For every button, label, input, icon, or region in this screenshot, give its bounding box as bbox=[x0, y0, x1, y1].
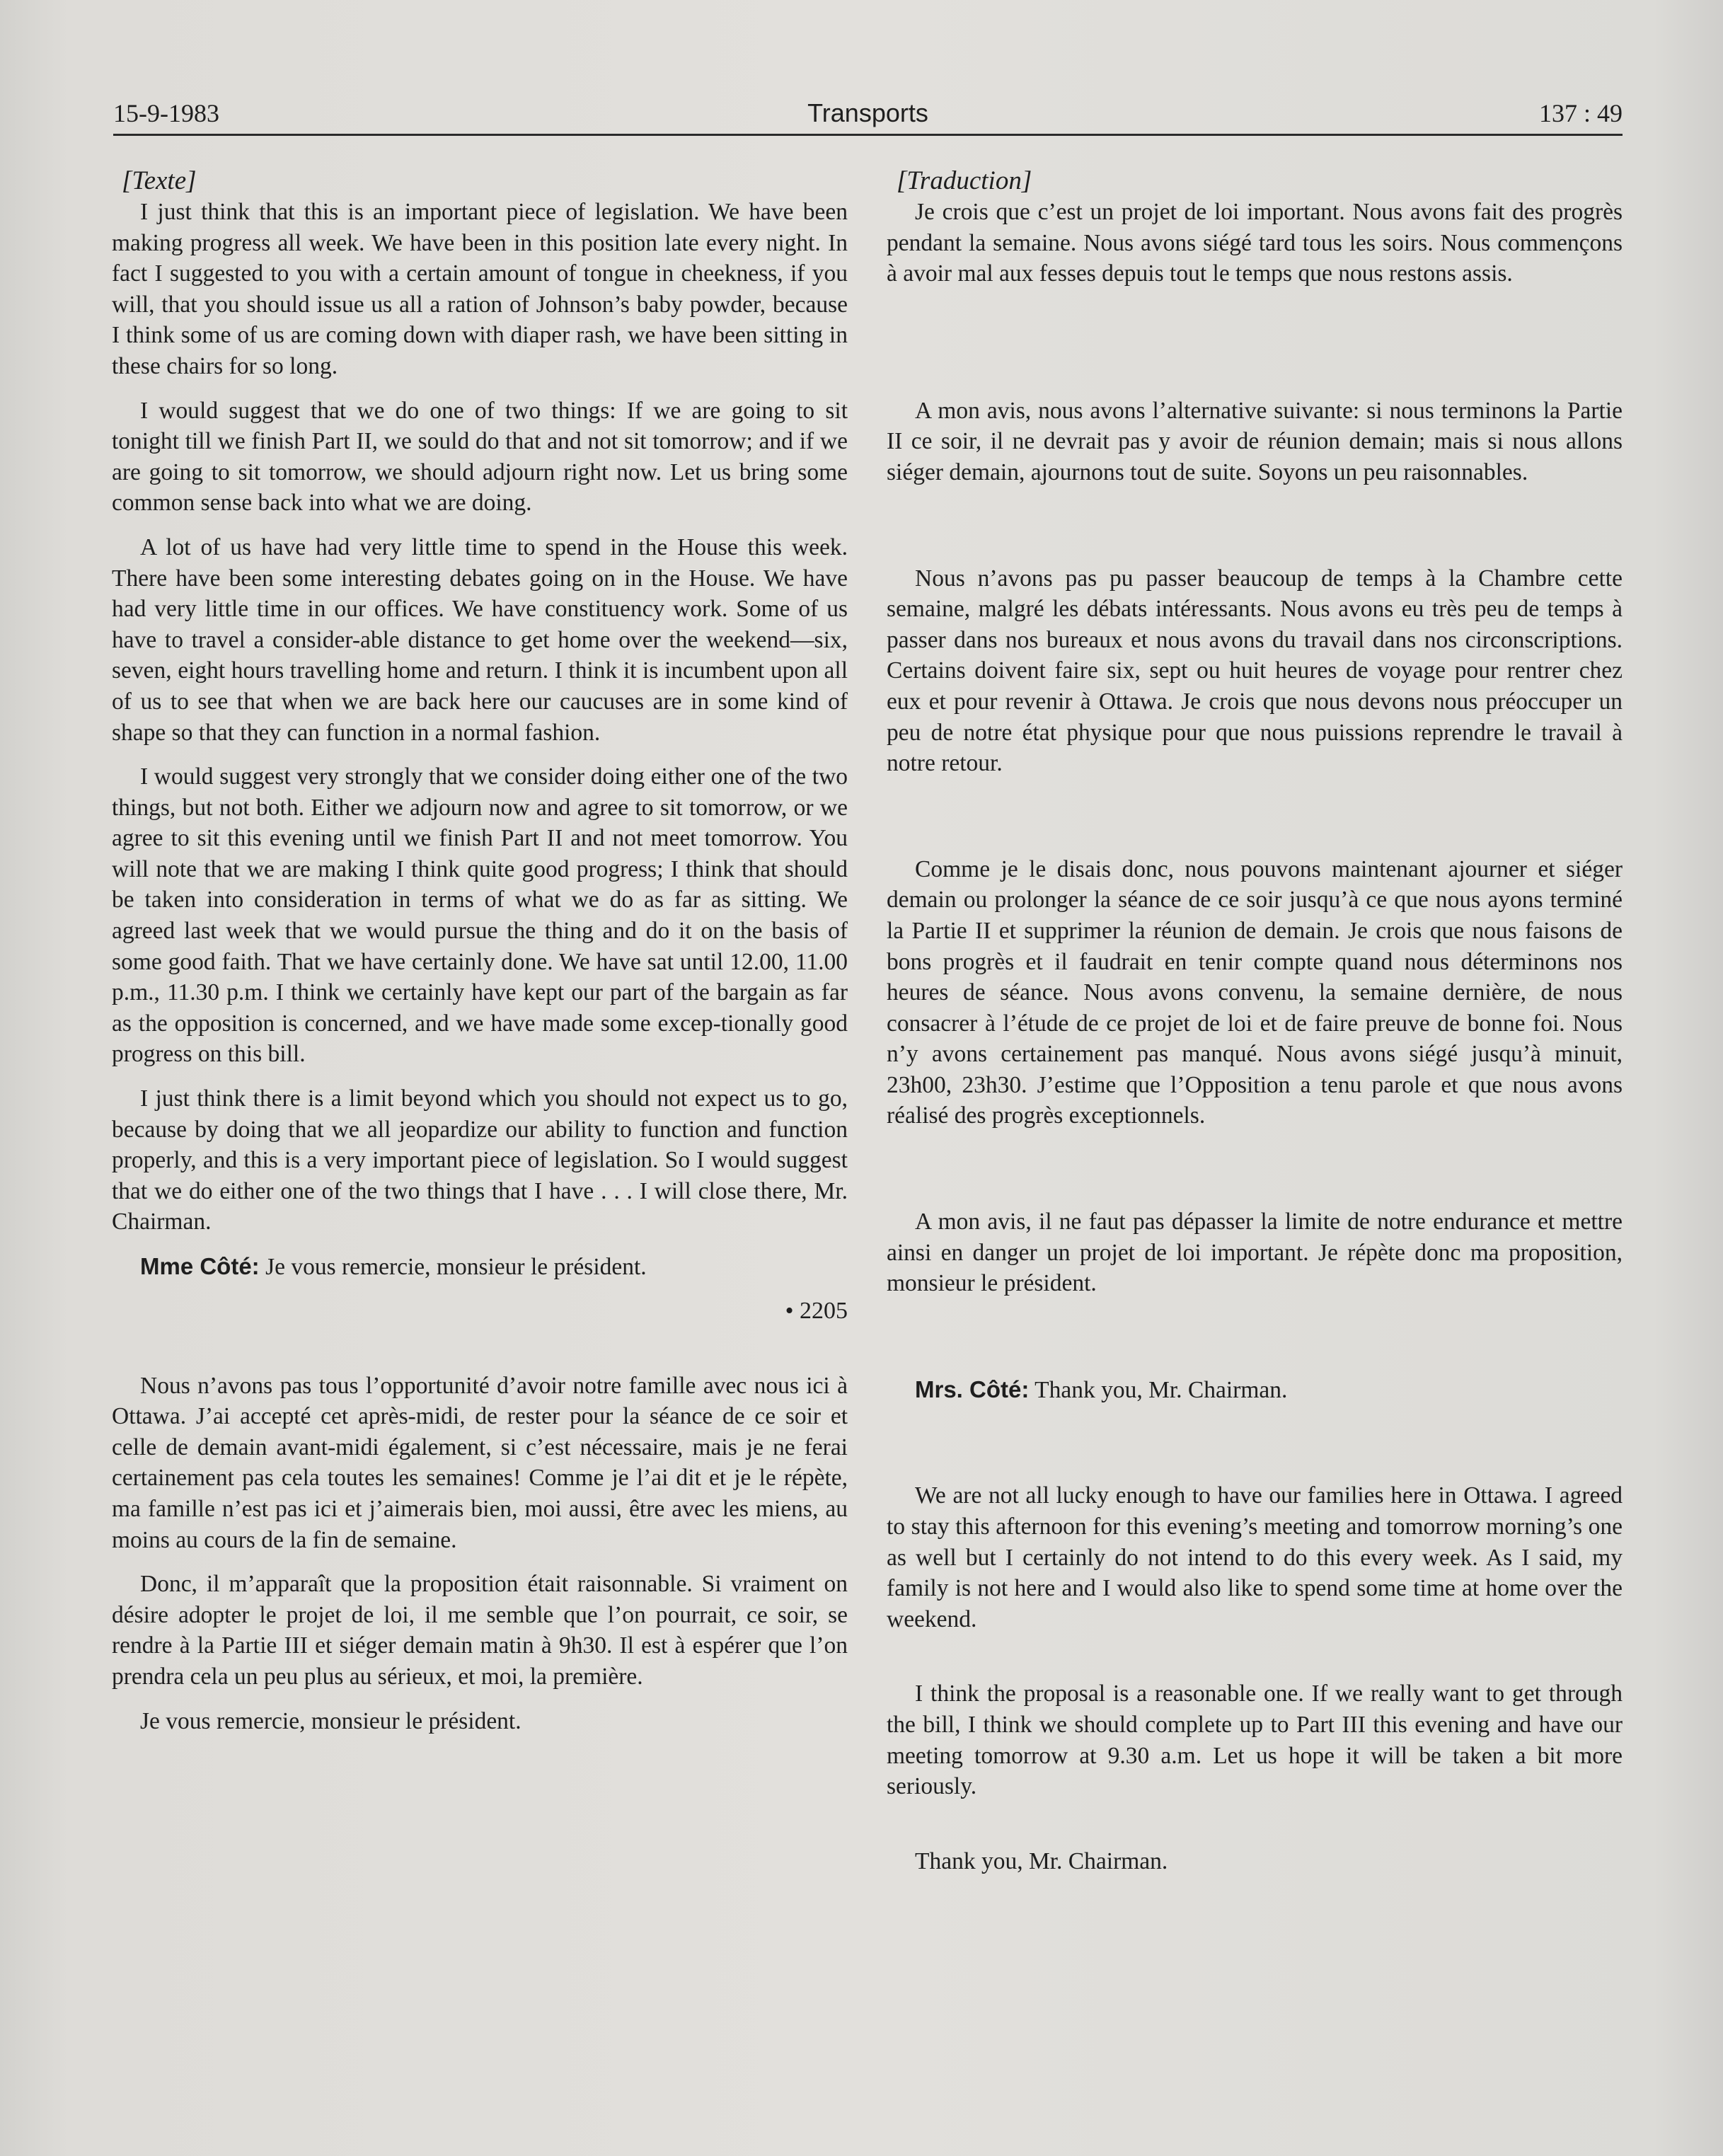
left-paragraph-7: Donc, il m’apparaît que la proposition était raisonnable. Si vraiment on désire adopter le projet de loi, il me semble que l’on pourrait, ce soir, se rendre à la Partie III et siéger demain matin à 9h30. Il est à espérer que l’on prendra cela un peu plus au sérieux, et moi, la première. bbox=[112, 1571, 848, 1690]
left-paragraph-2: I would suggest that we do one of two things: If we are going to sit tonight till we finish Part II, we sould do that and not sit tomorrow; and if we are going to sit tomorrow, we should adjourn right now. Let us bring some common sense back into what we are doing. bbox=[112, 397, 848, 517]
left-column-original-text bbox=[112, 166, 848, 1736]
right-column-translation bbox=[887, 166, 1623, 1877]
time-marker: • 2205 bbox=[785, 1297, 848, 1324]
right-paragraph-4: Comme je le disais donc, nous pouvons maintenant ajourner et siéger demain ou prolonger la séance de ce soir jusqu’à ce que nous ayons terminé la Partie II et supprimer la réunion de demain. Je crois que nous faisons de bons progrès et il faudrait en tenir compte quand nous déterminons nos heures de séance. Nous avons convenu, la semaine dernière, de nous consacrer à l’étude de ce projet de loi et de faire preuve de bonne foi. Nous n’y avons certainement pas manqué. Nous avons siégé jusqu’à minuit, 23h00, 23h30. J’estime que l’Opposition a tenu parole et que nous avons réalisé des progrès exceptionnels. bbox=[887, 855, 1623, 1129]
left-paragraph-1: I just think that this is an important piece of legislation. We have been making progress all week. We have been in this position late every night. In fact I suggested to you with a certain amount of tongue in cheekness, if you will, that you should issue us all a ration of Johnson’s baby powder, because I think some of us are coming down with diaper rash, we have been sitting in these chairs for so long. bbox=[112, 199, 848, 379]
right-paragraph-6: We are not all lucky enough to have our families here in Ottawa. I agreed to stay this afternoon for this evening’s meeting and tomorrow morning’s one as well but I certainly do not intend to do this every week. As I said, my family is not here and I would also like to spend some time at home over the weekend. bbox=[887, 1482, 1623, 1632]
header-date: 15-9-1983 bbox=[113, 99, 219, 127]
right-paragraph-3: Nous n’avons pas pu passer beaucoup de temps à la Chambre cette semaine, malgré les débats intéressants. Nous avons eu très peu de temps à passer dans nos bureaux et nous avons du travail dans nos circonscriptions. Certains doivent faire six, sept ou huit heures de voyage pour rentrer chez eux et pour revenir à Ottawa. Je crois que nous devons nous préoccuper un peu de notre état physique pour que nous puissions reprendre le travail à notre retour. bbox=[887, 565, 1623, 777]
left-language-tag: [Texte] bbox=[122, 166, 197, 195]
right-paragraph-5: A mon avis, il ne faut pas dépasser la limite de notre endurance et mettre ainsi en danger un projet de loi important. Je répète donc ma proposition, monsieur le président. bbox=[887, 1209, 1623, 1297]
left-paragraph-4: I would suggest very strongly that we consider doing either one of the two things, but not both. Either we adjourn now and agree to sit tomorrow, or we agree to sit this evening until we finish Part II and not meet tomorrow. You will note that we are making I think quite good progress; I think that should be taken into consideration in terms of what we do as far as sitting. We agreed last week that we would pursue the thing and do it on the basis of some good faith. That we have certainly done. We have sat until 12.00, 11.00 p.m., 11.30 p.m. I think we certainly have kept our part of the bargain as far as the opposition is concerned, and we have made some excep-tionally good progress on this bill. bbox=[112, 763, 848, 1068]
left-paragraph-5: I just think there is a limit beyond which you should not expect us to go, because by doing that we all jeopardize our ability to function and function properly, and this is a very important piece of legislation. So I would suggest that we do either one of the two things that I have . . . I will close there, Mr. Chairman. bbox=[112, 1085, 848, 1235]
left-paragraph-8: Je vous remercie, monsieur le président. bbox=[140, 1707, 521, 1734]
left-paragraph-6: Nous n’avons pas tous l’opportunité d’avoir notre famille avec nous ici à Ottawa. J’ai accepté cet après-midi, de rester pour la séance de ce soir et celle de demain avant-midi également, si c’est nécessaire, mais je ne ferai certainement pas cela toutes les semaines! Comme je l’ai dit et je le répète, ma famille n’est pas ici et j’aimerais bien, moi aussi, être avec les miens, au moins au cours de la fin de semaine. bbox=[112, 1372, 848, 1553]
page-header bbox=[113, 96, 1623, 136]
left-speaker-line bbox=[112, 1251, 848, 1283]
left-speaker-text: Je vous remercie, monsieur le président. bbox=[265, 1254, 647, 1280]
right-paragraph-2: A mon avis, nous avons l’alternative suivante: si nous terminons la Partie II ce soir, il ne devrait pas y avoir de réunion demain; mais si nous allons siéger demain, ajournons tout de suite. Soyons un peu raisonnables. bbox=[887, 397, 1623, 485]
header-title: Transports bbox=[807, 98, 928, 127]
right-speaker-text: Thank you, Mr. Chairman. bbox=[1035, 1376, 1288, 1403]
right-speaker-name: Mrs. Côté: bbox=[915, 1376, 1030, 1402]
right-paragraph-1: Je crois que c’est un projet de loi important. Nous avons fait des progrès pendant la semaine. Nous avons siégé tard tous les soirs. Nous commençons à avoir mal aux fesses depuis tout le temps que nous restons assis. bbox=[887, 199, 1623, 287]
right-language-tag: [Traduction] bbox=[897, 166, 1032, 195]
right-speaker-line bbox=[887, 1374, 1623, 1406]
left-speaker-name: Mme Côté: bbox=[140, 1253, 260, 1279]
header-page-number: 137 : 49 bbox=[1538, 99, 1623, 127]
left-paragraph-3: A lot of us have had very little time to spend in the House this week. There have been some interesting debates going on in the House. We have had very little time in our offices. We have constituency work. Some of us have to travel a consider-able distance to get home over the weekend—six, seven, eight hours travelling home and return. I think it is incumbent upon all of us to see that when we are back here our caucuses are in some kind of shape so that they can function in a normal fashion. bbox=[112, 534, 848, 746]
right-paragraph-7: I think the proposal is a reasonable one. If we really want to get through the bill, I think we should complete up to Part III this evening and have our meeting tomorrow at 9.30 a.m. Let us hope it will be taken a bit more seriously. bbox=[887, 1681, 1623, 1800]
right-paragraph-8: Thank you, Mr. Chairman. bbox=[915, 1847, 1168, 1874]
